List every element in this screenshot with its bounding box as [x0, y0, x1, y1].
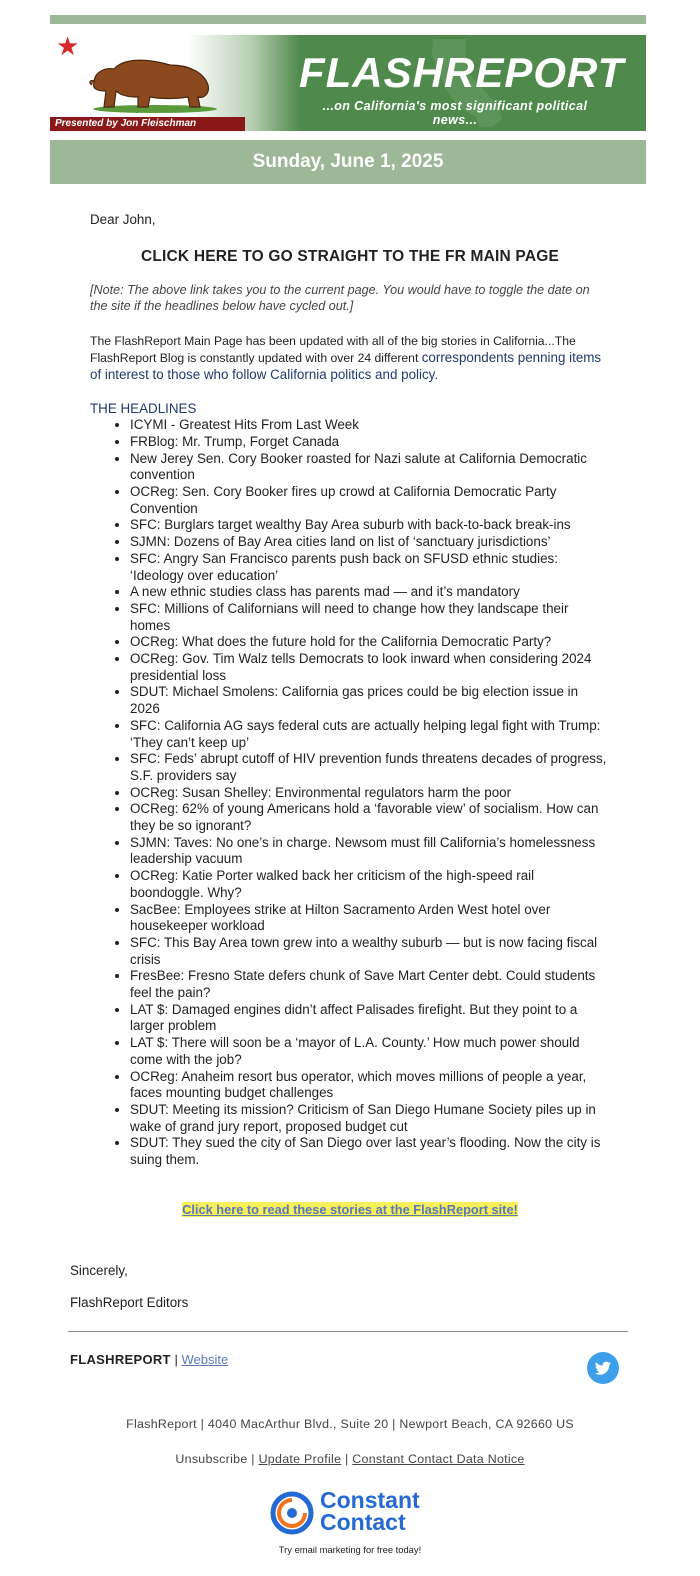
footer-brand-line [70, 1352, 228, 1367]
headline-item[interactable]: • FresBee: Fresno State defers chunk of Save Mart Center debt. Could students feel the pain? [130, 968, 610, 1001]
footer-link-separator: | [345, 1452, 353, 1466]
headline-item[interactable]: • OCReg: Susan Shelley: Environmental regulators harm the poor [130, 785, 610, 802]
headline-item[interactable]: • OCReg: Katie Porter walked back her criticism of the high-speed rail boondoggle. Why? [130, 868, 610, 901]
headline-item[interactable]: • New Jerey Sen. Cory Booker roasted for Nazi salute at California Democratic convention [130, 451, 610, 484]
footer-brand: FLASHREPORT [70, 1352, 171, 1367]
footer-address: FlashReport | 4040 MacArthur Blvd., Suite 20 | Newport Beach, CA 92660 US [126, 1417, 574, 1431]
headline-item[interactable]: • LAT $: Damaged engines didn’t affect Palisades firefight. But they point to a larger problem [130, 1002, 610, 1035]
headline-item[interactable]: • SDUT: They sued the city of San Diego over last year’s flooding. Now the city is suing them. [130, 1135, 610, 1168]
cc-line2: Contact [320, 1509, 406, 1535]
website-link[interactable]: Website [181, 1352, 229, 1367]
read-stories-link[interactable]: Click here to read these stories at the FlashReport site! [182, 1202, 518, 1217]
top-stripe [50, 15, 646, 24]
footer-link-separator: | [251, 1452, 259, 1466]
note-text: [Note: The above link takes you to the current page. You would have to toggle the date on the site if the headlines below have cycled out.] [90, 283, 590, 313]
headline-item[interactable]: • A new ethnic studies class has parents mad — and it’s mandatory [130, 584, 610, 601]
cc-tagline[interactable]: Try email marketing for free today! [278, 1544, 422, 1555]
constant-contact-wordmark [320, 1489, 420, 1533]
headline-item[interactable]: • SJMN: Taves: No one’s in charge. Newsom must fill California’s homelessness leadership vacuum [130, 835, 610, 868]
greeting: Dear John, [90, 212, 156, 227]
intro-text [90, 333, 610, 383]
footer-separator: | [174, 1352, 178, 1367]
headline-item[interactable]: • SDUT: Michael Smolens: California gas prices could be big election issue in 2026 [130, 684, 610, 717]
twitter-icon[interactable] [587, 1352, 619, 1384]
headline-item[interactable]: • FRBlog: Mr. Trump, Forget Canada [130, 434, 610, 451]
headline-item[interactable]: • SJMN: Dozens of Bay Area cities land on list of ‘sanctuary jurisdictions’ [130, 534, 610, 551]
update-profile-link[interactable]: Update Profile [258, 1452, 342, 1466]
masthead-tagline: ...on California's most significant political news... [322, 99, 588, 127]
headline-item[interactable]: • LAT $: There will soon be a ‘mayor of L.A. County.’ How much power should come with the job? [130, 1035, 610, 1068]
header-banner[interactable] [50, 35, 646, 131]
email-body [90, 212, 610, 1169]
headline-item[interactable]: • SFC: Millions of Californians will need to change how they landscape their homes [130, 601, 610, 634]
headline-item[interactable]: • OCReg: Anaheim resort bus operator, which moves millions of people a year, faces mounting budget challenges [130, 1069, 610, 1102]
cc-line1: Constant [320, 1487, 420, 1513]
headlines-list [90, 417, 610, 1169]
bear-icon [80, 53, 230, 115]
headline-item[interactable]: • OCReg: Sen. Cory Booker fires up crowd at California Democratic Party Convention [130, 484, 610, 517]
signature: FlashReport Editors [70, 1295, 189, 1310]
issue-date: Sunday, June 1, 2025 [50, 140, 646, 184]
intro-part2: correspondents penning items of interest to those who follow California politics and policy. [90, 349, 602, 382]
headline-item[interactable]: • SFC: Angry San Francisco parents push back on SFUSD ethnic studies: ‘Ideology over education’ [130, 551, 610, 584]
presented-by: Presented by Jon Fleischman [50, 117, 245, 131]
headline-item[interactable]: • SDUT: Meeting its mission? Criticism of San Diego Humane Society piles up in wake of grand jury report, proposed budget cut [130, 1102, 610, 1135]
headline-item[interactable]: • SFC: California AG says federal cuts are actually helping legal fight with Trump: ‘They can’t keep up’ [130, 718, 610, 751]
headline-item[interactable]: • ICYMI - Greatest Hits From Last Week [130, 417, 610, 434]
main-page-link[interactable]: CLICK HERE TO GO STRAIGHT TO THE FR MAIN PAGE [140, 247, 560, 265]
intro-part1: The FlashReport Main Page has been updated with all of the big stories in California...The FlashReport Blog is constantly updated with over 24 different [90, 334, 576, 365]
star-icon: ★ [56, 35, 80, 61]
headline-item[interactable]: • SFC: Burglars target wealthy Bay Area suburb with back-to-back break-ins [130, 517, 610, 534]
headline-item[interactable]: • SacBee: Employees strike at Hilton Sacramento Arden West hotel over housekeeper workload [130, 902, 610, 935]
headline-item[interactable]: • SFC: Feds’ abrupt cutoff of HIV prevention funds threatens decades of progress, S.F. providers say [130, 751, 610, 784]
headline-item[interactable]: • OCReg: What does the future hold for the California Democratic Party? [130, 634, 610, 651]
headline-item[interactable]: • SFC: This Bay Area town grew into a wealthy suburb — but is now facing fiscal crisis [130, 935, 610, 968]
banner-logo-area [50, 35, 300, 131]
headlines-title: THE HEADLINES [90, 400, 197, 416]
data-notice-link[interactable]: Constant Contact Data Notice [352, 1452, 525, 1466]
read-stories-row [0, 1201, 700, 1219]
unsubscribe-link[interactable]: Unsubscribe [175, 1452, 248, 1466]
signoff: Sincerely, [70, 1263, 128, 1278]
footer-links [0, 1452, 700, 1466]
headline-item[interactable]: • OCReg: 62% of young Americans hold a ‘favorable view’ of socialism. How can they be so ignorant? [130, 801, 610, 834]
footer-divider [68, 1331, 628, 1332]
headline-item[interactable]: • OCReg: Gov. Tim Walz tells Democrats to look inward when considering 2024 presidential loss [130, 651, 610, 684]
masthead-title: FLASHREPORT [299, 49, 625, 96]
